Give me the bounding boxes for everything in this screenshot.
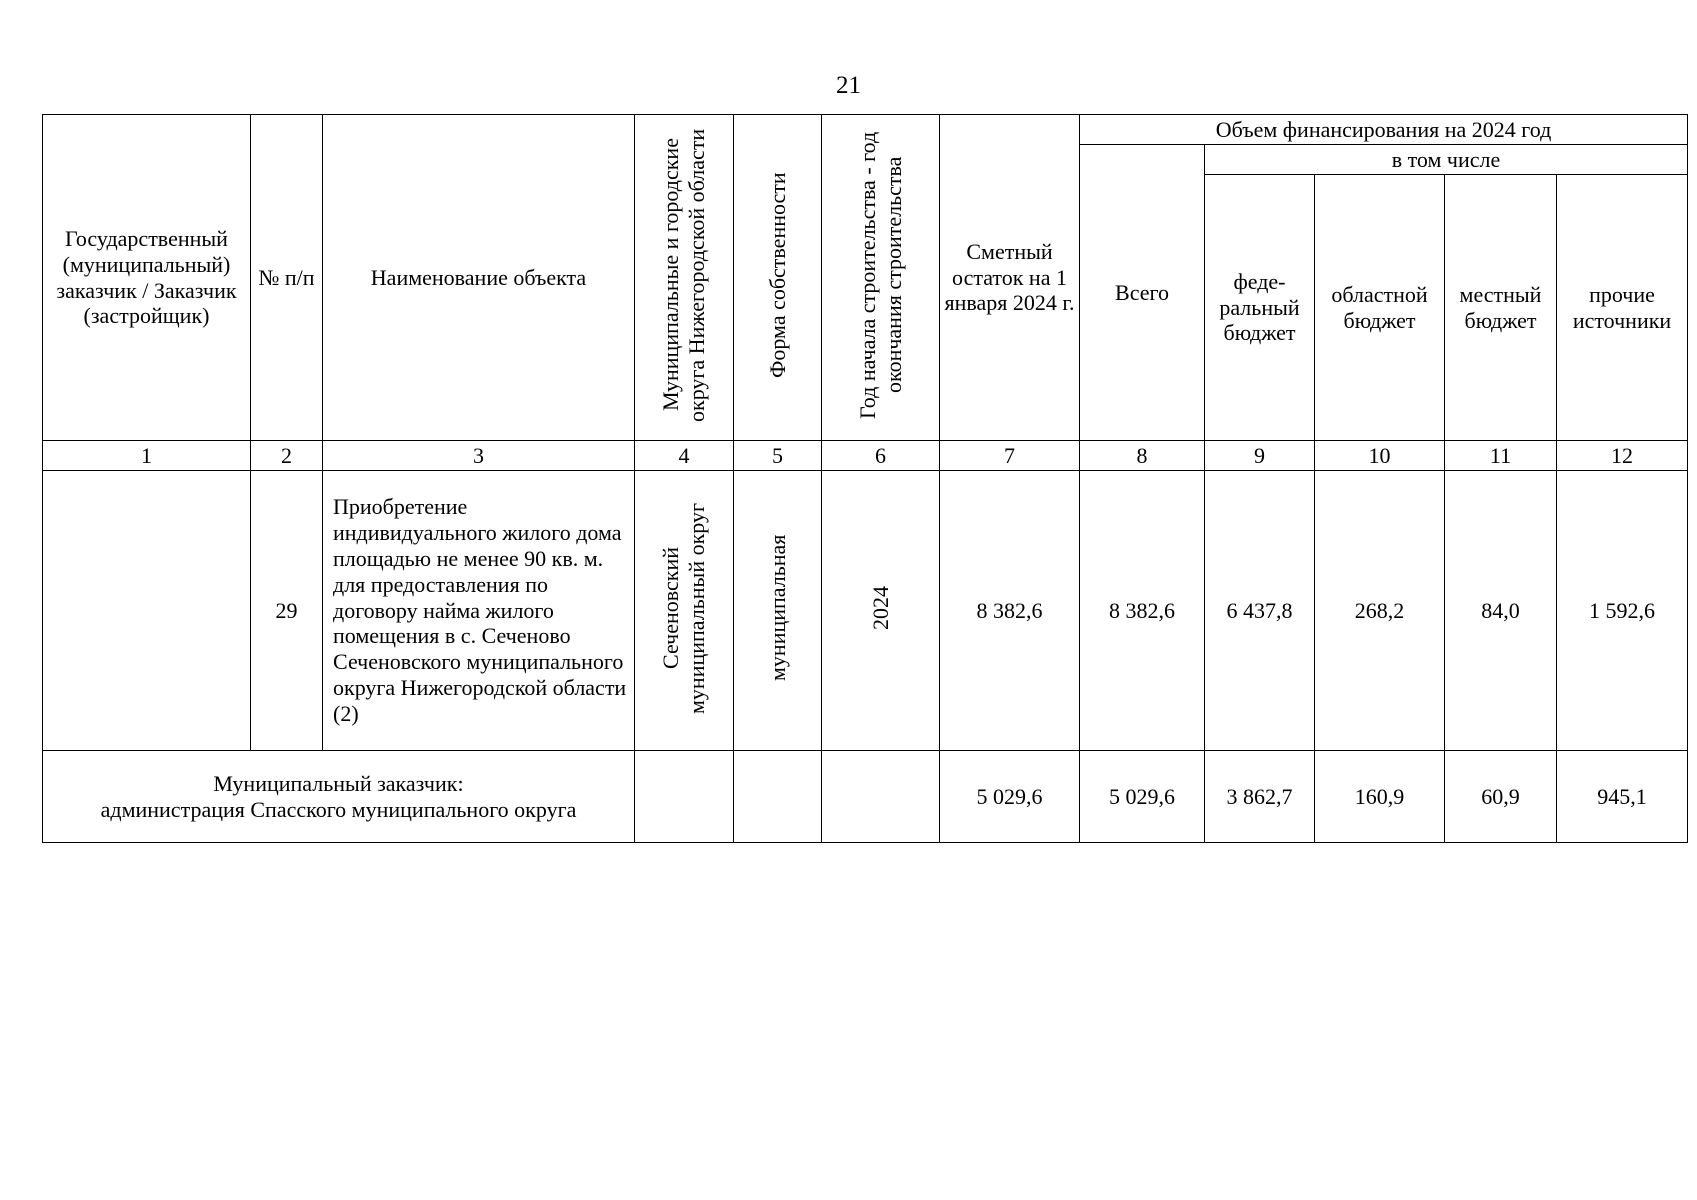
row-local: 84,0 — [1445, 471, 1557, 751]
page-number: 21 — [836, 72, 861, 99]
header-customer: Государственный (муниципальный) заказчик / Заказчик (застройщик) — [43, 115, 251, 441]
row-years-text: 2024 — [867, 585, 893, 630]
financing-table — [42, 114, 1688, 843]
header-regional: областной бюджет — [1315, 175, 1445, 441]
row-municipality-text: Сеченовский муниципальный округ — [658, 502, 709, 714]
column-number: 8 — [1080, 441, 1205, 471]
subtotal-balance: 5 029,6 — [940, 751, 1080, 843]
column-number: 2 — [251, 441, 323, 471]
subtotal-label-line1: Муниципальный заказчик: — [213, 770, 464, 796]
subtotal-total: 5 029,6 — [1080, 751, 1205, 843]
table-row — [43, 471, 1688, 751]
header-years — [822, 115, 940, 441]
row-ownership-text: муниципальная — [764, 534, 790, 681]
row-federal: 6 437,8 — [1205, 471, 1315, 751]
row-balance: 8 382,6 — [940, 471, 1080, 751]
column-number: 7 — [940, 441, 1080, 471]
header-local: местный бюджет — [1445, 175, 1557, 441]
header-object-name: Наименование объекта — [323, 115, 635, 441]
header-municipality — [635, 115, 734, 441]
subtotal-regional: 160,9 — [1315, 751, 1445, 843]
header-funding: Объем финансирования на 2024 год — [1080, 115, 1688, 145]
subtotal-empty-cell — [635, 751, 734, 843]
row-municipality — [635, 471, 734, 751]
row-years — [822, 471, 940, 751]
header-row-1 — [43, 115, 1688, 145]
column-number: 9 — [1205, 441, 1315, 471]
subtotal-other: 945,1 — [1557, 751, 1688, 843]
subtotal-label — [43, 751, 635, 843]
column-number: 3 — [323, 441, 635, 471]
subtotal-local: 60,9 — [1445, 751, 1557, 843]
row-customer — [43, 471, 251, 751]
column-number: 12 — [1557, 441, 1688, 471]
header-municipality-text: Муниципальные и городские округа Нижегородской области — [658, 127, 709, 422]
row-object-name: Приобретение индивидуального жилого дома площадью не менее 90 кв. м. для предоставления по договору найма жилого помещения в с. Сеченово Сеченовского муниципального округа Нижегородской области (2) — [323, 471, 635, 751]
column-number: 5 — [734, 441, 822, 471]
header-ownership — [734, 115, 822, 441]
header-ownership-text: Форма собственности — [764, 171, 790, 378]
header-other: прочие источники — [1557, 175, 1688, 441]
column-numbers-row — [43, 441, 1688, 471]
row-num: 29 — [251, 471, 323, 751]
subtotal-row — [43, 751, 1688, 843]
row-other: 1 592,6 — [1557, 471, 1688, 751]
column-number: 1 — [43, 441, 251, 471]
header-total: Всего — [1080, 145, 1205, 441]
subtotal-empty-cell — [822, 751, 940, 843]
header-federal: феде-ральный бюджет — [1205, 175, 1315, 441]
column-number: 11 — [1445, 441, 1557, 471]
subtotal-federal: 3 862,7 — [1205, 751, 1315, 843]
header-including: в том числе — [1205, 145, 1688, 175]
header-num: № п/п — [251, 115, 323, 441]
header-balance: Сметный остаток на 1 января 2024 г. — [940, 115, 1080, 441]
row-total: 8 382,6 — [1080, 471, 1205, 751]
column-number: 10 — [1315, 441, 1445, 471]
subtotal-empty-cell — [734, 751, 822, 843]
header-years-text: Год начала строительства - год окончания строительства — [854, 130, 906, 419]
column-number: 4 — [635, 441, 734, 471]
column-number: 6 — [822, 441, 940, 471]
row-regional: 268,2 — [1315, 471, 1445, 751]
row-ownership — [734, 471, 822, 751]
subtotal-label-line2: администрация Спасского муниципального округа — [100, 796, 577, 822]
